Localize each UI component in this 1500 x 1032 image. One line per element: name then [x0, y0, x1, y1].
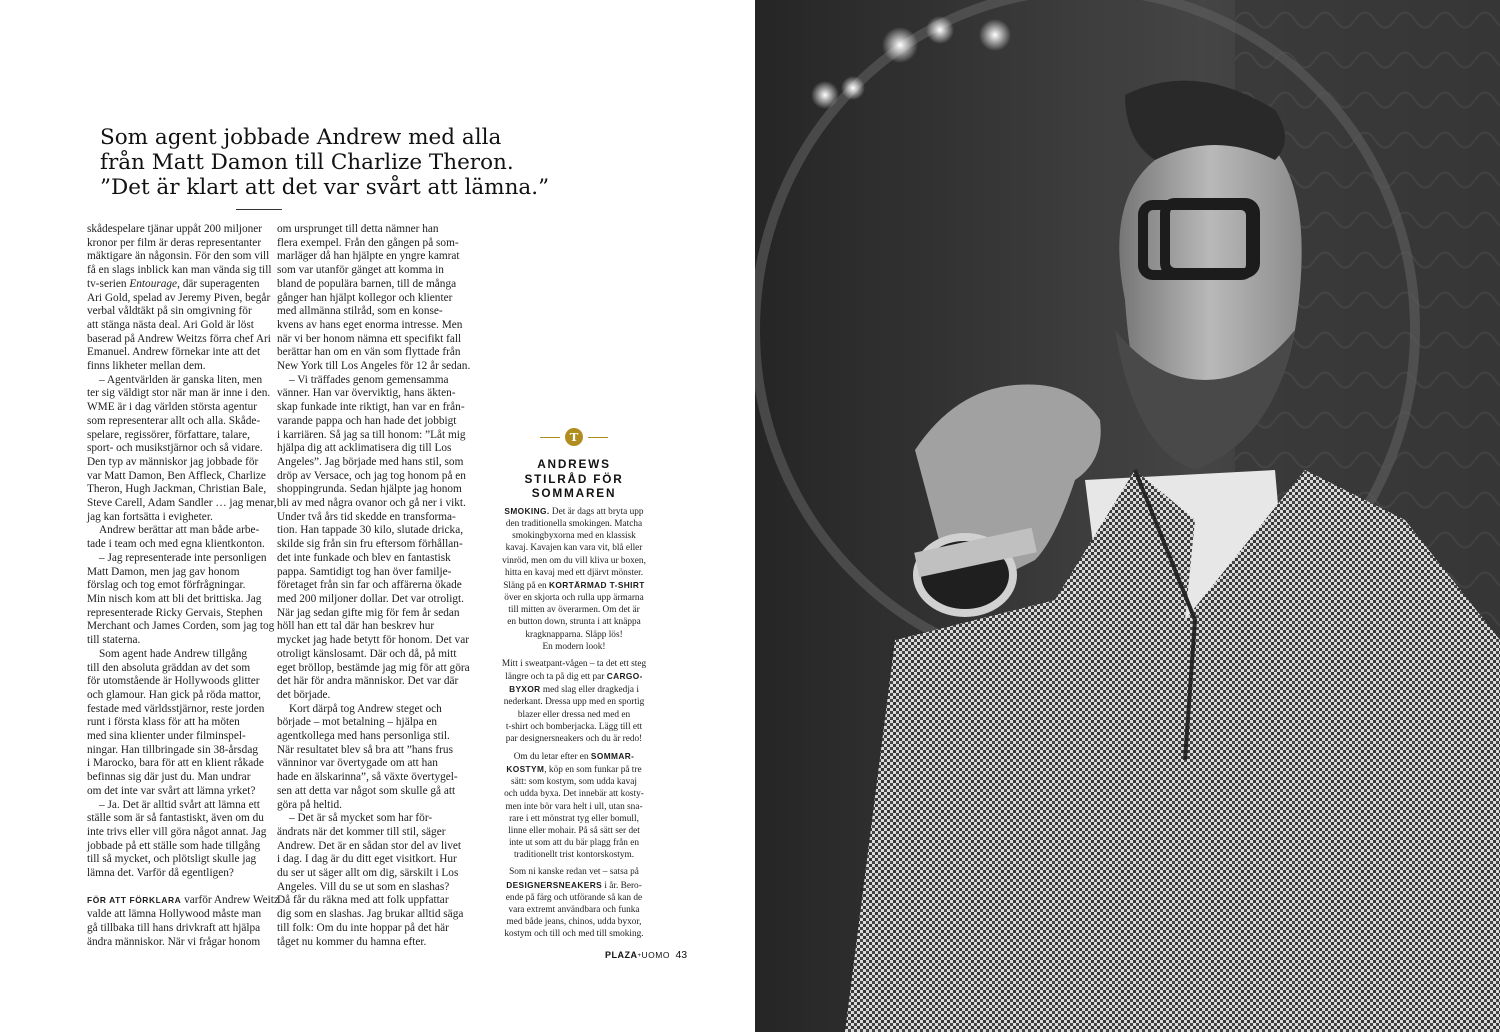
body-line: pappa. Samtidigt tog han över familje- — [277, 565, 452, 578]
body-line: lämna det. Varför då egentligen? — [87, 867, 234, 880]
sidebar-line: par designersneakers och du är redo! — [505, 733, 643, 744]
sidebar-line: traditionellt trist kontorskostym. — [513, 850, 635, 861]
body-line: jobbade på ett ställe som hade tillgång — [87, 839, 261, 852]
sidebar-title-line: STILRÅD FÖR — [524, 471, 624, 486]
text-run: Släng på en — [503, 580, 549, 591]
body-line: Theron, Hugh Jackman, Christian Bale, — [87, 483, 267, 496]
sidebar-line — [500, 505, 648, 518]
body-line: Angeles”. Jag började med hans stil, som — [277, 455, 464, 468]
sidebar-line — [500, 683, 648, 696]
body-line: i karriären. Så jag sa till honom: ”Låt mig — [277, 428, 466, 441]
sidebar-line — [500, 750, 648, 763]
body-line: varande pappa och han hade det jobbigt — [277, 414, 457, 427]
body-line: mycket jag hade betytt för honom. Det var — [277, 634, 469, 647]
body-line — [87, 894, 279, 908]
body-line: du ser ut säger allt om dig, särskilt i Los — [277, 867, 459, 880]
body-line: ställe som är så fantastiskt, även om du — [87, 812, 264, 825]
body-line: bli av med några ovanor och gå ner i vikt. — [277, 497, 466, 510]
body-line: hade en älskarinna”, så växte övertygel- — [277, 771, 458, 784]
body-line: befinnas sig där just du. Man undrar — [87, 771, 251, 784]
body-line: dig som en slashas. Jag brukar alltid säga — [277, 908, 464, 921]
body-line: jag kan fortsätta i evigheter. — [87, 510, 213, 523]
body-line: dröp av Versace, och jag tog honom på en — [277, 469, 466, 482]
keyword: SMOKING. — [504, 506, 550, 516]
sidebar-line: vinröd, men om du vill kliva ur boxen, — [502, 555, 646, 566]
keyword: BYXOR — [509, 684, 541, 695]
sidebar-line: nederkant. Dressa upp med en sportig — [503, 697, 645, 708]
body-line: Angeles. Vill du se ut som en slashas? — [277, 880, 450, 893]
body-line: otroligt känslosamt. Där och då, på mitt — [277, 647, 457, 660]
sidebar-line: men inte bör vara helt i ull, utan sna- — [505, 801, 643, 812]
body-line: i Marocko, bara för att en klient råkade — [87, 757, 264, 770]
body-line: Som agent hade Andrew tillgång — [99, 647, 248, 660]
body-line: som representerar allt och alla. Skåde- — [87, 414, 261, 427]
body-column-2 — [277, 223, 471, 949]
body-line: – Ja. Det är alltid svårt att lämna ett — [99, 798, 260, 811]
body-line: gånger han hjälpt kollegor och klienter — [277, 291, 453, 304]
body-line: som var utanför gänget att komma in — [277, 264, 444, 277]
body-line: om ursprunget till detta nämner han — [277, 223, 439, 235]
sidebar-line: smokingbyxorna med en klassisk — [512, 531, 636, 542]
body-line: till så mycket, och plötsligt skulle jag — [87, 853, 257, 866]
body-line: WME är i dag världen största agentur — [87, 401, 258, 414]
badge-line-right — [588, 437, 608, 438]
body-line: Under två års tid skedde en transforma- — [277, 510, 456, 523]
sidebar-body — [500, 505, 648, 940]
keyword: KORTÄRMAD T-SHIRT — [548, 579, 645, 590]
body-line: sen att detta var något som skulle gå att — [277, 784, 456, 797]
body-line: göra på heltid. — [277, 798, 342, 811]
text-run: i år. Bero- — [602, 880, 642, 891]
body-line: tåget nu kommer du hamna efter. — [277, 935, 427, 948]
body-line: vänner. Han var överviktig, hans äkten- — [277, 387, 456, 400]
body-line: Merchant och James Corden, som jag tog — [87, 620, 275, 633]
body-line: verbal våldtäkt på sin omgivning för — [87, 305, 252, 318]
sidebar-line: kavaj. Kavajen kan vara vit, blå eller — [505, 543, 643, 554]
pull-quote-line: ”Det är klart att det var svårt att lämna.” — [100, 175, 550, 200]
sidebar-title-line: ANDREWS — [537, 457, 611, 471]
page-folio: PLAZA+UOMO 43 — [605, 949, 688, 961]
sidebar-line: inte ut som att du bär plagg från en — [508, 838, 640, 849]
body-line: tade i team och med egna klientkonton. — [87, 538, 265, 551]
body-line: Matt Damon, men jag gav honom — [87, 565, 240, 578]
folio-sub: UOMO — [641, 950, 670, 960]
body-line: till den absoluta gräddan av det som — [87, 661, 251, 674]
body-line: Då får du räkna med att folk uppfattar — [277, 894, 449, 907]
text-run: längre och ta på dig ett par — [505, 672, 607, 683]
page-number: 43 — [675, 949, 688, 961]
body-line: eget bröllop, bestämde jag mig för att göra — [277, 661, 470, 674]
body-line: i dag. I dag är du ditt eget visitkort. Hur — [277, 853, 457, 866]
sidebar-line: ende på färg och utförande så kan de — [505, 892, 643, 903]
portrait-photo — [755, 0, 1500, 1032]
sidebar-line: kostym och till och med till smoking. — [504, 929, 644, 940]
body-line: – Vi träffades genom gemensamma — [289, 373, 449, 386]
text-run: Om du letar efter en — [513, 751, 591, 762]
body-line: kronor per film är deras representanter — [87, 236, 262, 249]
folio-brand: PLAZA — [605, 950, 638, 960]
body-line: berättar han om en vän som flyttade från — [277, 346, 461, 359]
body-line: Andrew. Det är en sådan stor del av livet — [277, 839, 462, 852]
body-line: skap funkade inte riktigt, han var en från- — [277, 401, 465, 414]
body-line: Den typ av människor jag jobbade för — [87, 455, 259, 468]
sidebar-line: t-shirt och bomberjacka. Lägg till ett — [505, 721, 643, 732]
body-line: gå tillbaka till hans drivkraft att hjälpa — [87, 921, 261, 934]
body-line: till staterna. — [87, 634, 141, 647]
body-line — [87, 881, 263, 895]
sidebar-line: över en skjorta och rulla upp ärmarna — [504, 593, 644, 604]
body-line: – Agentvärlden är ganska liten, men — [99, 373, 263, 386]
body-line: baserad på Andrew Weitzs förra chef Ari — [87, 332, 271, 345]
body-line: Min nisch kom att bli det brittiska. Jag — [87, 592, 262, 605]
pull-quote — [100, 125, 550, 200]
body-line: vänninor var övertygade om att han — [277, 757, 438, 770]
body-line: När jag sedan gifte mig för fem år sedan — [277, 606, 460, 619]
text-run: , köp en som funkar på tre — [544, 765, 642, 776]
body-line: spelare, regissörer, författare, talare, — [87, 428, 250, 441]
body-line: representerade Ricky Gervais, Stephen — [87, 606, 263, 619]
body-line — [87, 278, 263, 292]
sidebar-title — [505, 457, 643, 501]
keyword: DESIGNERSNEAKERS — [506, 879, 603, 890]
body-line: ningar. Han tillbringade sin 38-årsdag — [87, 743, 258, 756]
sidebar-line: Mitt i sweatpant-vågen – ta det ett steg — [501, 658, 647, 669]
body-column-1 — [87, 223, 279, 949]
body-line: flera exempel. Från den gången på som- — [277, 236, 459, 249]
body-line: valde att lämna Hollywood måste man — [87, 908, 262, 921]
body-line: – Jag representerade inte personligen — [99, 551, 267, 564]
sidebar-line: linne eller mohair. På så sätt ser det — [508, 825, 640, 836]
body-line: hjälpa dig att acklimatisera dig till Los — [277, 442, 452, 455]
text-run: Det är dags att bryta upp — [549, 507, 644, 517]
sidebar-title-line: SOMMAREN — [531, 486, 617, 500]
text-run: , där superagenten — [177, 277, 260, 290]
body-line: När resultatet blev så bra att ”hans frus — [277, 743, 453, 756]
keyword: CARGO- — [606, 671, 643, 682]
body-line: det började. — [277, 688, 331, 701]
body-line: mäktigare än någonsin. För den som vill — [87, 250, 270, 263]
body-line: finns likheter mellan dem. — [87, 360, 206, 373]
body-line: för utomstående är Hollywoods glitter — [87, 675, 260, 688]
pull-quote-line: från Matt Damon till Charlize Theron. — [100, 150, 514, 175]
body-line: runt i första klass för att ha möten — [87, 716, 240, 729]
body-line: Emanuel. Andrew förnekar inte att det — [87, 346, 261, 359]
body-line: – Det är så mycket som har för- — [289, 812, 433, 825]
body-line: Andrew berättar att man både arbe- — [99, 524, 260, 537]
body-line: Steve Carell, Adam Sandler … jag menar, — [87, 497, 277, 510]
sidebar-line: Som ni kanske redan vet – satsa på — [509, 867, 639, 878]
body-line: att stänga nästa deal. Ari Gold är löst — [87, 318, 254, 331]
keyword: KOSTYM — [506, 764, 545, 775]
sidebar-line — [500, 763, 648, 776]
sidebar-line: En modern look! — [542, 641, 606, 652]
body-line: höll han ett tal där han beskrev hur — [277, 620, 435, 633]
sidebar-line — [500, 879, 648, 892]
sidebar-line: rare i ett mönstrat tyg eller bomull, — [509, 813, 639, 824]
body-line: det här för andra människor. Det var där — [277, 675, 459, 688]
text-run: varför Andrew Weitz — [181, 894, 279, 907]
quote-divider — [236, 209, 282, 210]
body-line: var Matt Damon, Ben Affleck, Charlize — [87, 469, 266, 482]
lead-in: FÖR ATT FÖRKLARA — [87, 895, 182, 906]
sidebar-line: blazer eller dressa ned med en — [517, 709, 631, 720]
text-run: tv-serien — [87, 277, 130, 290]
sidebar-line — [500, 670, 648, 683]
body-line: skilde sig från sin fru eftersom förhållan- — [277, 538, 463, 551]
sidebar-line: vara extremt användbara och funka — [508, 904, 640, 915]
body-line: kvens av hans eget enorma intresse. Men — [277, 318, 463, 331]
body-line: när vi ber honom nämna ett specifikt fall — [277, 332, 462, 345]
body-line: ter sig väldigt stor när man är inne i den. — [87, 387, 271, 400]
t-badge-icon: T — [565, 428, 583, 446]
sidebar-line: sätt: som kostym, som udda kavaj — [510, 777, 638, 788]
sidebar-line: kragknapparna. Släpp lös! — [525, 629, 623, 640]
body-line: få en slags inblick kan man vända sig till — [87, 264, 272, 277]
body-line: agentkollega med hans personliga stil. — [277, 730, 450, 743]
keyword: SOMMAR- — [590, 750, 635, 761]
body-line: med 200 miljoner dollar. Det var otroligt. — [277, 592, 464, 605]
text-run: med slag eller dragkedja i — [540, 685, 639, 696]
body-line: Kort därpå tog Andrew steget och — [289, 702, 442, 715]
body-line: sport- och musikstjärnor och så vidare. — [87, 442, 263, 455]
body-line: och glamour. Han gick på röda mattor, — [87, 688, 261, 701]
sidebar-line: och udda byxa. Det innebär att kosty- — [504, 789, 644, 800]
body-line: bland de populära barnen, till de många — [277, 277, 457, 290]
body-line: ändra människor. När vi frågar honom — [87, 935, 261, 948]
body-line: till folk: Om du inte hoppar på det här — [277, 921, 449, 934]
body-line: ändrats när det kommer till stil, säger — [277, 825, 446, 838]
body-line: med allmänna stilråd, som en konse- — [277, 305, 443, 318]
body-line: tion. Han tappade 30 kilo, slutade dricka, — [277, 524, 464, 537]
body-line: marläger då han hjälpte en yngre kamrat — [277, 250, 460, 263]
body-line: det inte funkade och blev en fantastisk — [277, 551, 451, 564]
sidebar-line: med både jeans, chinos, udda byxor, — [506, 917, 642, 927]
body-line: festade med världsstjärnor, reste jorden — [87, 702, 265, 715]
body-line: New York till Los Angeles för 12 år sedan. — [277, 360, 471, 373]
body-line: inte trivs eller vill göra något annat. Jag — [87, 825, 267, 838]
body-line: företaget från sin far och affärerna ökade — [277, 579, 462, 592]
body-line: om det inte var svårt att lämna yrket? — [87, 784, 256, 797]
body-line: började – mot betalning – hjälpa en — [277, 716, 437, 729]
body-line: skådespelare tjänar uppåt 200 miljoner — [87, 223, 263, 235]
body-line: förslag och tog emot förfrågningar. — [87, 579, 246, 592]
body-line: Ari Gold, spelad av Jeremy Piven, begår — [87, 291, 271, 304]
sidebar-line: till mitten av överarmen. Om det är — [508, 605, 640, 616]
sidebar-line: hitta en kavaj med ett djärvt mönster. — [504, 567, 644, 578]
pull-quote-line: Som agent jobbade Andrew med alla — [100, 125, 502, 150]
sidebar-line: den traditionella smokingen. Matcha — [505, 519, 643, 530]
italic-title: Entourage — [129, 277, 178, 290]
body-line: med sina klienter under filminspel- — [87, 730, 246, 743]
badge-line-left — [540, 437, 560, 438]
body-line: shoppingrunda. Sedan hjälpte jag honom — [277, 483, 462, 496]
sidebar-line: en button down, strunta i att knäppa — [507, 617, 641, 628]
sidebar-line — [500, 579, 648, 592]
